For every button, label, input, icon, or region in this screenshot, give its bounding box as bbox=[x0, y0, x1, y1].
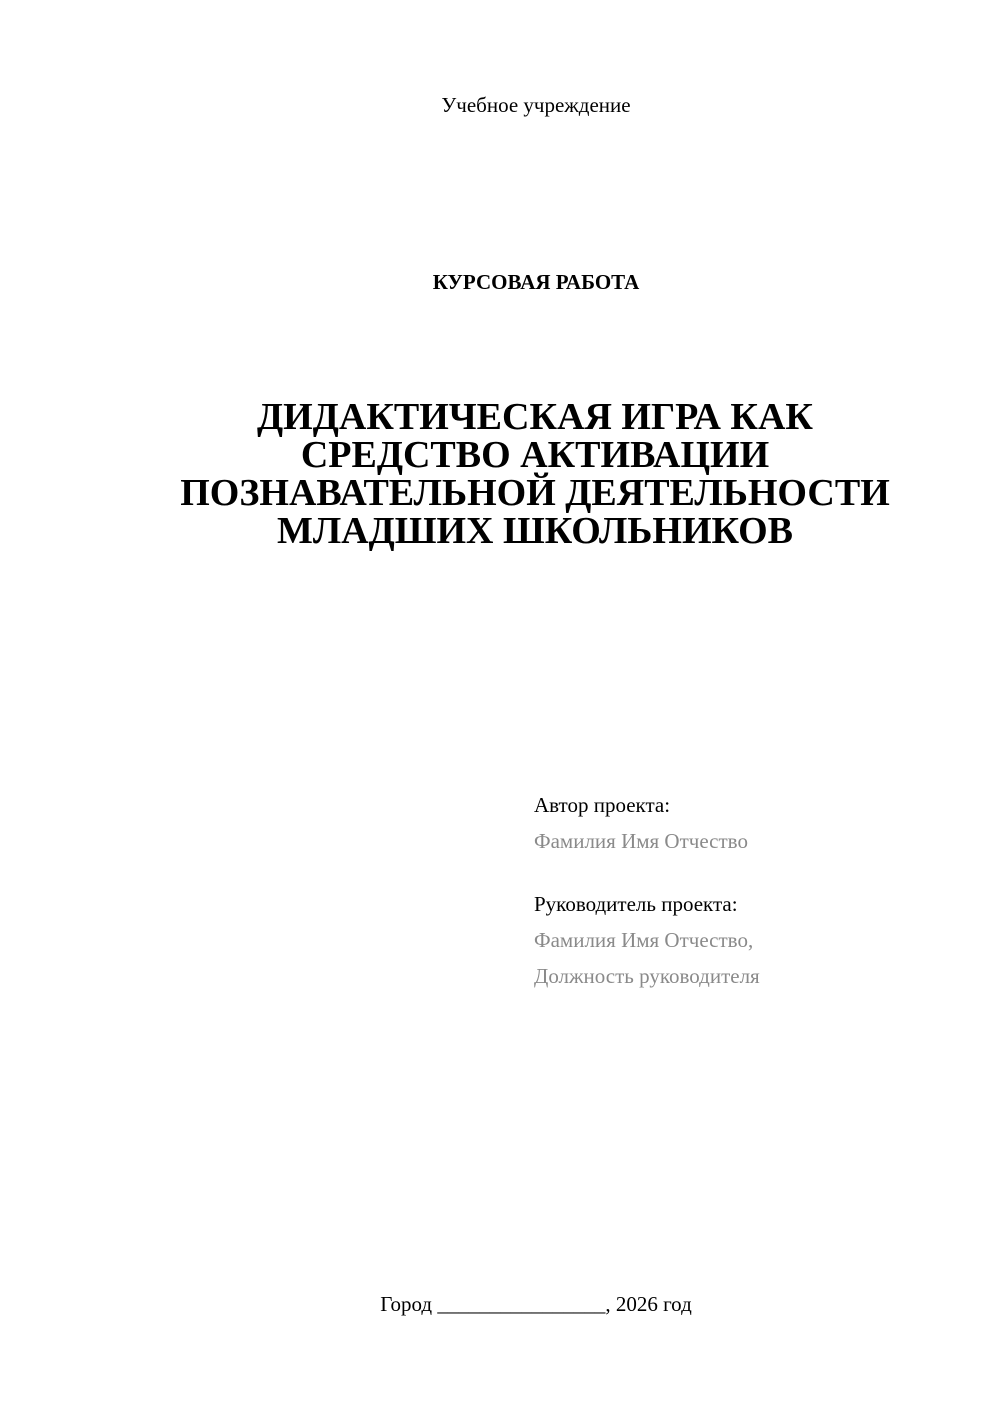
author-name: Фамилия Имя Отчество bbox=[534, 829, 748, 853]
credits-spacer bbox=[534, 859, 974, 886]
city-year-line: Город ________________, 2026 год bbox=[380, 1292, 692, 1316]
credits-block bbox=[534, 787, 974, 994]
work-title-line: СРЕДСТВО АКТИВАЦИИ bbox=[300, 434, 770, 476]
work-title-line: ПОЗНАВАТЕЛЬНОЙ ДЕЯТЕЛЬНОСТИ bbox=[180, 472, 890, 514]
author-label: Автор проекта: bbox=[534, 793, 671, 817]
work-title-line: ДИДАКТИЧЕСКАЯ ИГРА КАК bbox=[257, 396, 813, 438]
supervisor-name: Фамилия Имя Отчество, bbox=[534, 928, 754, 952]
work-title bbox=[170, 398, 900, 550]
institution-name: Учебное учреждение bbox=[441, 93, 631, 117]
supervisor-label: Руководитель проекта: bbox=[534, 892, 738, 916]
supervisor-position: Должность руководителя bbox=[534, 964, 760, 988]
document-type: КУРСОВАЯ РАБОТА bbox=[432, 270, 640, 294]
work-title-line: МЛАДШИХ ШКОЛЬНИКОВ bbox=[276, 510, 794, 552]
